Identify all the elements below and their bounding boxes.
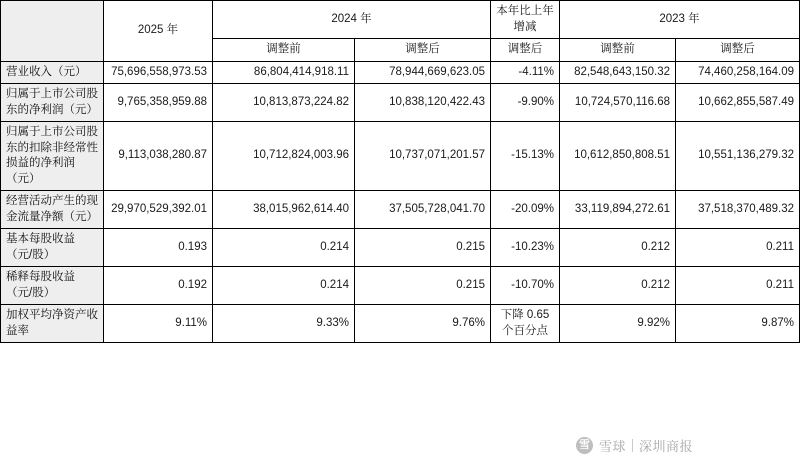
cell-2023-after: 37,518,370,489.32 (676, 191, 800, 229)
cell-2025: 0.192 (104, 267, 213, 305)
row-label: 基本每股收益（元/股） (1, 229, 104, 267)
cell-2024-after: 10,737,071,201.57 (355, 122, 491, 191)
cell-2023-after: 0.211 (676, 229, 800, 267)
cell-2025: 29,970,529,392.01 (104, 191, 213, 229)
cell-2023-before: 0.212 (560, 267, 676, 305)
row-label: 加权平均净资产收益率 (1, 305, 104, 343)
cell-2024-after: 0.215 (355, 229, 491, 267)
table-row (1, 305, 800, 343)
cell-2023-after: 74,460,258,164.09 (676, 61, 800, 84)
row-label: 归属于上市公司股东的净利润（元） (1, 84, 104, 122)
cell-2024-before: 10,712,824,003.96 (213, 122, 355, 191)
table-row (1, 229, 800, 267)
header-2023-before-adjust: 调整前 (560, 39, 676, 62)
cell-2024-before: 0.214 (213, 267, 355, 305)
row-label: 稀释每股收益（元/股） (1, 267, 104, 305)
cell-2023-after: 10,662,855,587.49 (676, 84, 800, 122)
cell-yoy: 下降 0.65 个百分点 (491, 305, 560, 343)
header-yoy-change: 本年比上年增减 (491, 1, 560, 39)
table-header-row-top (1, 1, 800, 39)
cell-2023-before: 9.92% (560, 305, 676, 343)
header-corner-cell (1, 1, 104, 62)
cell-yoy: -4.11% (491, 61, 560, 84)
header-2024-after-adjust: 调整后 (355, 39, 491, 62)
xueqiu-logo-icon: 雪 (576, 437, 593, 454)
cell-2023-after: 9.87% (676, 305, 800, 343)
cell-yoy: -20.09% (491, 191, 560, 229)
header-year-2024: 2024 年 (213, 1, 491, 39)
table-row (1, 84, 800, 122)
cell-2023-before: 10,612,850,808.51 (560, 122, 676, 191)
watermark-divider (632, 439, 633, 452)
watermark (576, 436, 693, 455)
cell-2024-after: 9.76% (355, 305, 491, 343)
row-label: 经营活动产生的现金流量净额（元） (1, 191, 104, 229)
cell-2023-after: 10,551,136,279.32 (676, 122, 800, 191)
watermark-source-xueqiu: 雪球 (598, 439, 626, 454)
cell-2023-before: 10,724,570,116.68 (560, 84, 676, 122)
cell-yoy: -10.23% (491, 229, 560, 267)
cell-2024-after: 0.215 (355, 267, 491, 305)
row-label: 营业收入（元） (1, 61, 104, 84)
header-year-2025: 2025 年 (104, 1, 213, 62)
header-year-2023: 2023 年 (560, 1, 800, 39)
cell-2023-before: 33,119,894,272.61 (560, 191, 676, 229)
cell-yoy: -9.90% (491, 84, 560, 122)
cell-2024-after: 10,838,120,422.43 (355, 84, 491, 122)
cell-2024-after: 78,944,669,623.05 (355, 61, 491, 84)
cell-2025: 9,113,038,280.87 (104, 122, 213, 191)
cell-2023-after: 0.211 (676, 267, 800, 305)
cell-2025: 75,696,558,973.53 (104, 61, 213, 84)
table-row (1, 61, 800, 84)
table-row (1, 267, 800, 305)
cell-yoy: -15.13% (491, 122, 560, 191)
cell-2024-before: 38,015,962,614.40 (213, 191, 355, 229)
table-row (1, 191, 800, 229)
cell-2024-before: 9.33% (213, 305, 355, 343)
cell-yoy: -10.70% (491, 267, 560, 305)
cell-2025: 9,765,358,959.88 (104, 84, 213, 122)
cell-2024-before: 10,813,873,224.82 (213, 84, 355, 122)
cell-2023-before: 82,548,643,150.32 (560, 61, 676, 84)
header-2023-after-adjust: 调整后 (676, 39, 800, 62)
cell-2023-before: 0.212 (560, 229, 676, 267)
cell-2025: 0.193 (104, 229, 213, 267)
row-label: 归属于上市公司股东的扣除非经常性损益的净利润（元） (1, 122, 104, 191)
cell-2024-before: 0.214 (213, 229, 355, 267)
cell-2024-after: 37,505,728,041.70 (355, 191, 491, 229)
cell-2024-before: 86,804,414,918.11 (213, 61, 355, 84)
header-2024-before-adjust: 调整前 (213, 39, 355, 62)
header-yoy-after-adjust: 调整后 (491, 39, 560, 62)
cell-2025: 9.11% (104, 305, 213, 343)
watermark-source-publisher: 深圳商报 (638, 439, 693, 454)
table-row (1, 122, 800, 191)
